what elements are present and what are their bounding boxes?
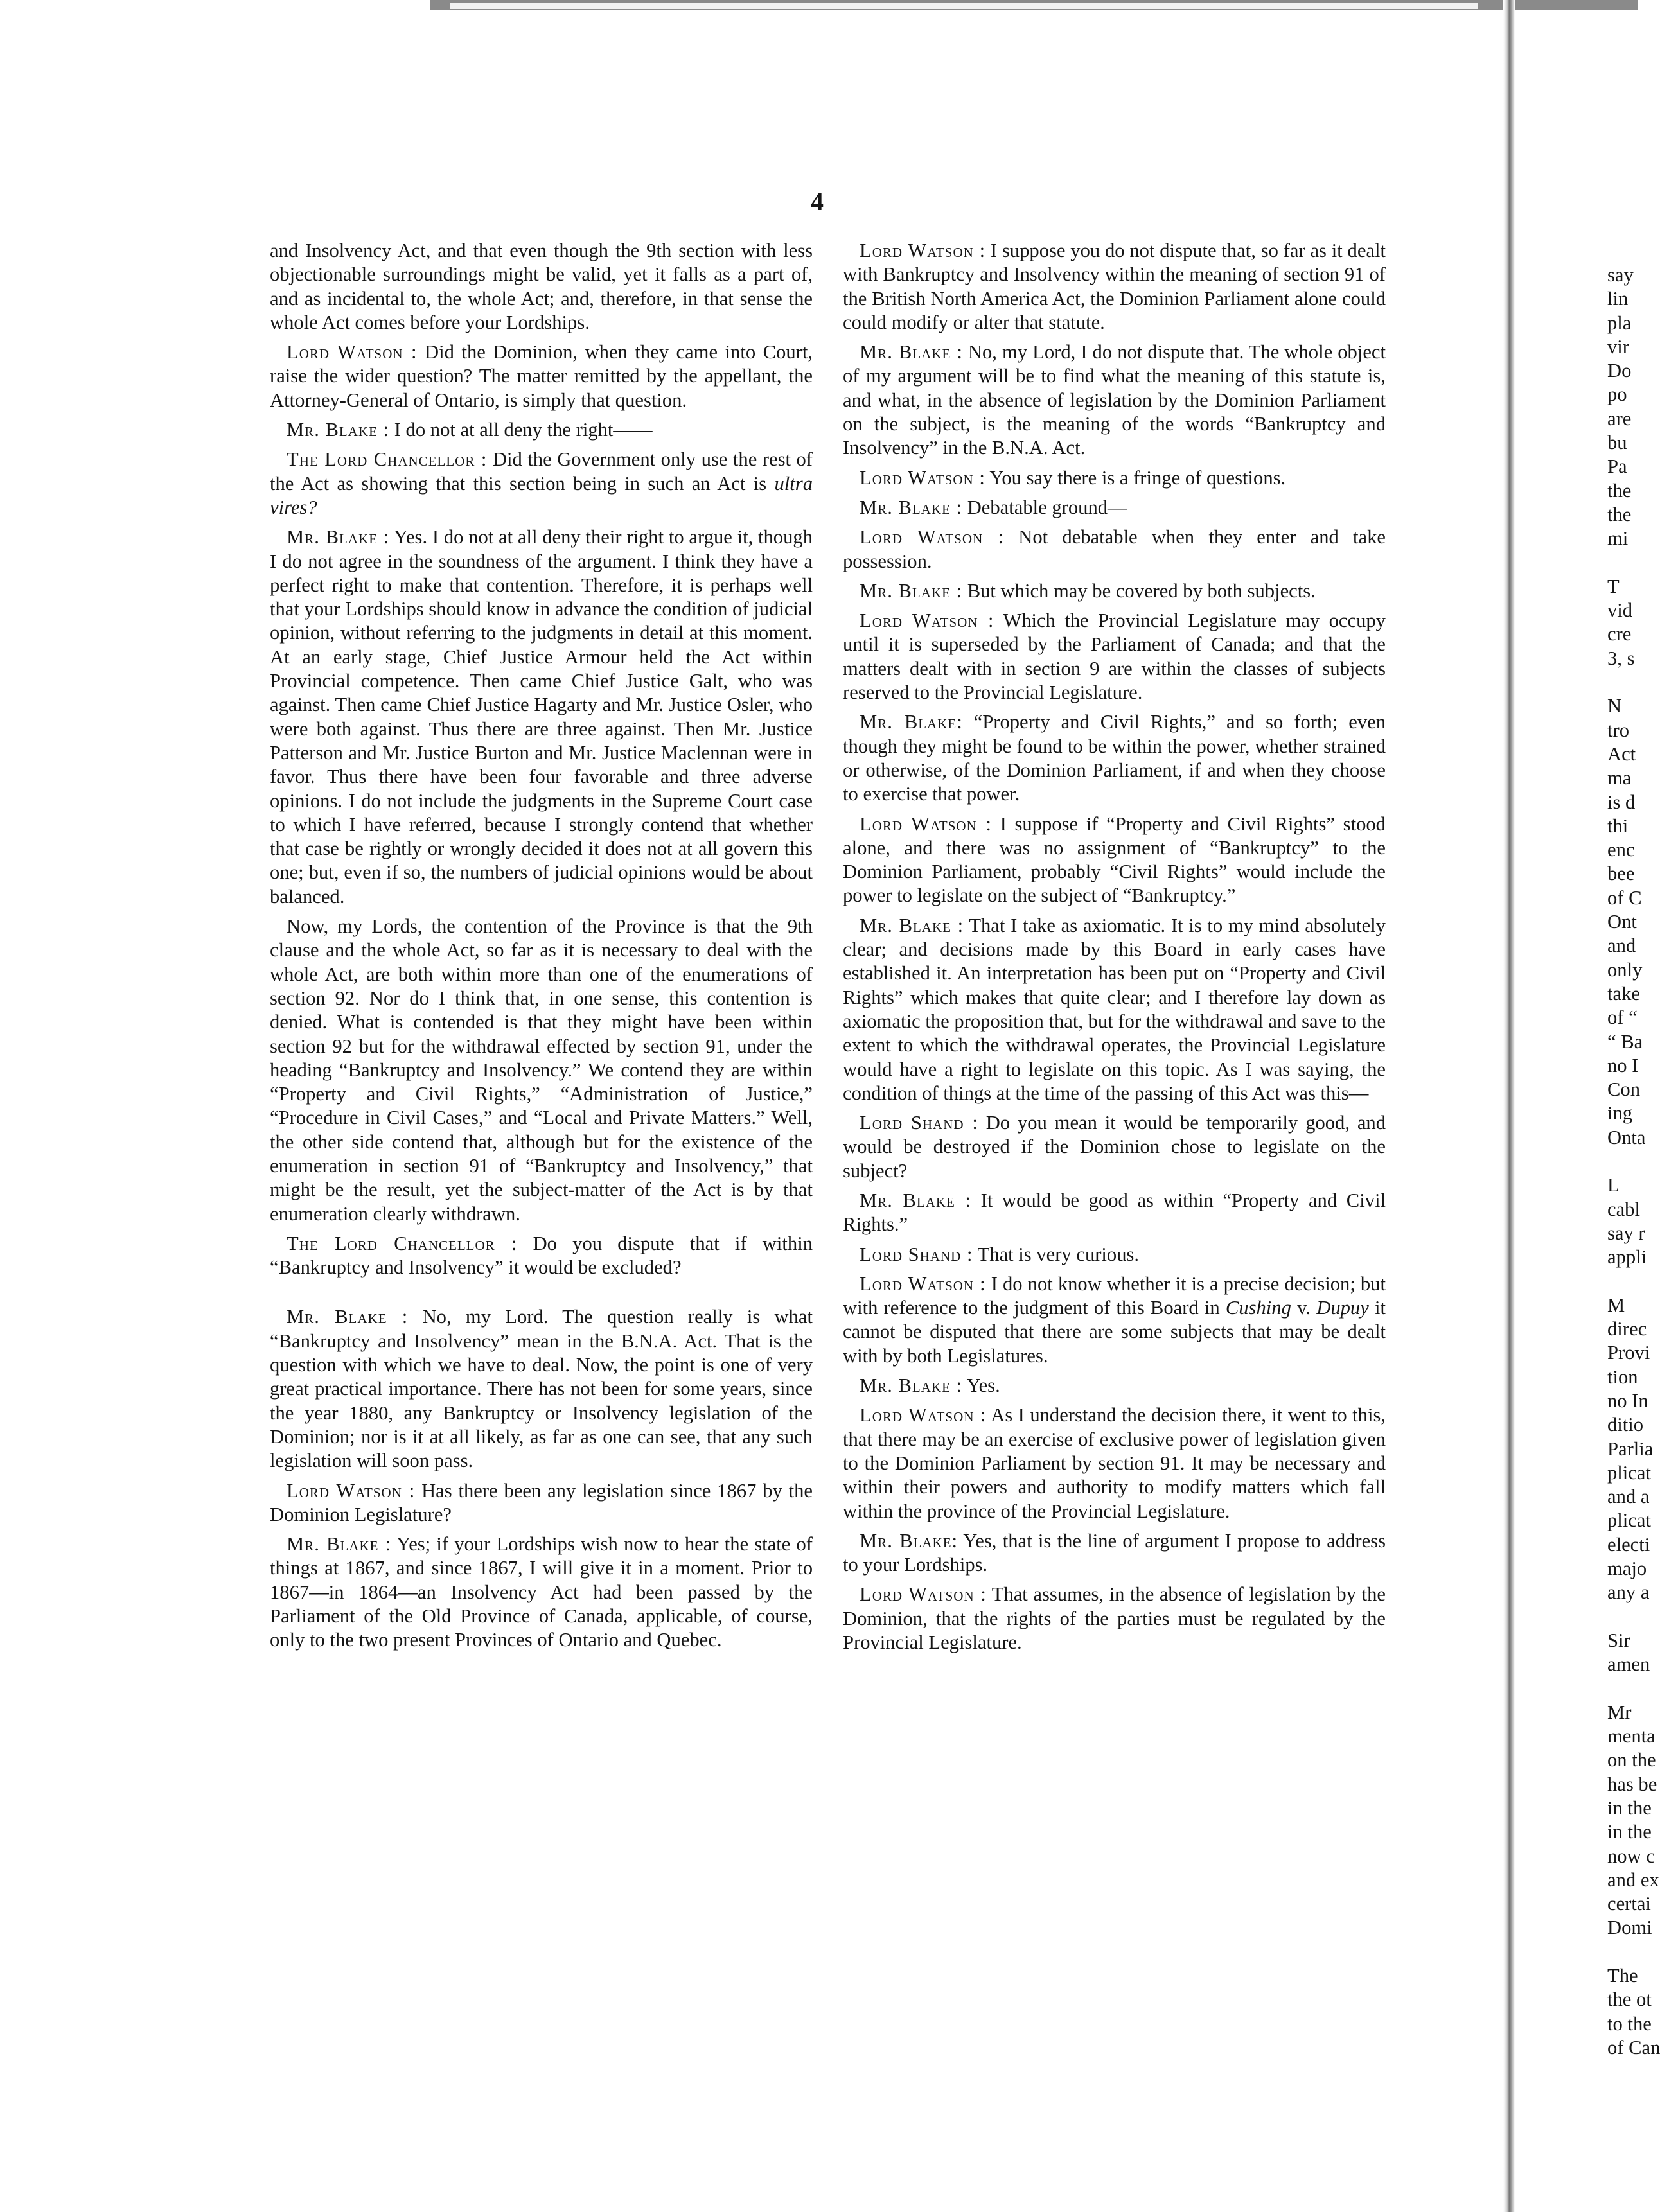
fragment-line: mi [1607, 527, 1629, 550]
speaker-name: Mr. Blake : [860, 914, 964, 936]
fragment-line: “ Ba [1607, 1030, 1643, 1053]
fragment-line: are [1607, 407, 1632, 430]
fragment-line: any a [1607, 1581, 1650, 1604]
fragment-line: ing [1607, 1102, 1633, 1125]
speaker-name: Mr. Blake : [860, 496, 963, 518]
speaker-name: Mr. Blake: [860, 1529, 958, 1552]
fragment-line: The [1607, 1965, 1638, 1987]
fragment-line [1607, 671, 1637, 694]
fragment-line: and [1607, 935, 1636, 957]
fragment-line: tro [1607, 719, 1629, 741]
fragment-line: thi [1607, 814, 1629, 837]
fragment-line: electi [1607, 1533, 1650, 1556]
paragraph: Lord Watson : Has there been any legislation since 1867 by the Dominion Legislature? [270, 1479, 813, 1525]
page-number: 4 [811, 187, 824, 216]
fragment-line: direc [1607, 1318, 1647, 1340]
speaker-name: Lord Watson : [287, 341, 418, 364]
page-fold-shadow [1503, 0, 1515, 2212]
paragraph: Mr. Blake : I do not at all deny the right—— [287, 419, 653, 441]
paragraph: Now, my Lords, the contention of the Province is that the 9th clause and the whole Act, so far as it is necessary to deal with the whole Act, are both within more than one of the enumerations of section 92. Nor do I think that, in one sense, this contention is denied. What is contended is that they might have been within section 92 but for the withdrawal effected by section 91, under the heading “Bankruptcy and Insolvency.” We contend they are within “Property and Civil Rights,” “Administration of Justice,” “Procedure in Civil Cases,” and “Local and Private Matters.” Well, the other side contend that, although but for the existence of the enumeration in section 91 of “Bankruptcy and Insolvency,” that might be the result, yet the subject-matter of the Act is by that enumeration clearly withdrawn. [270, 915, 813, 1225]
fragment-line: no I [1607, 1054, 1639, 1076]
fragment-line: and a [1607, 1486, 1650, 1508]
paragraph: Mr. Blake : Yes. I do not at all deny their right to argue it, though I do not agree in the soundness of the argument. I think they have a perfect right to make that contention. Therefore, it is perhaps well that your Lordships should know in advance the condition of judicial opinion, without referring to the judgments in detail at this moment. At an early stage, Chief Justice Armour held the Act within Provincial competence. Then came Chief Justice Galt, who was against. Then came Chief Justice Hagarty and Mr. Justice Osler, who were both against. Thus there are three against. Then Mr. Justice Patterson and Mr. Justice Burton and Mr. Justice Maclennan were in favor. Thus there have been four favorable and three adverse opinions. I do not include the judgments in the Supreme Court case to which I have referred, because I strongly contend that whether that case be rightly or wrongly decided it does not at all govern this one; but, even if so, the numbers of judicial opinions would be about balanced. [270, 526, 813, 908]
fragment-line: now c [1607, 1845, 1655, 1867]
speaker-name: Lord Watson : [860, 812, 992, 835]
fragment-line: to the [1607, 2012, 1652, 2035]
fragment-line: cre [1607, 623, 1632, 645]
fragment-line: Mr [1607, 1701, 1632, 1723]
fragment-line: of Can [1607, 2036, 1660, 2058]
scan-top-highlight [450, 3, 1478, 9]
fragment-line [1607, 1150, 1637, 1173]
fragment-line: take [1607, 982, 1640, 1005]
paragraph: Lord Watson : As I understand the decision there, it went to this, that there may be an exercise of exclusive power of legislation given to the Dominion Parliament by section 91. It may be necessary and within their powers and authority to modify matters which fall within the province of the Provincial Legislature. [843, 1404, 1386, 1522]
fragment-line: enc [1607, 839, 1635, 861]
paragraph: Mr. Blake : No, my Lord. The question really is what “Bankruptcy and Insolvency” mean in the B.N.A. Act. That is the question with which we have to deal. Now, the point is one of very great practical importance. There has not been for some years, since the year 1880, any Bankruptcy or Insolvency legislation of the Dominion; nor is it at all likely, as far as one can see, that any such legislation will soon pass. [270, 1306, 813, 1472]
fragment-line: certai [1607, 1893, 1651, 1915]
fragment-line: of C [1607, 886, 1642, 909]
case-name: Dupuy [1316, 1297, 1369, 1319]
fragment-line: Onta [1607, 1126, 1646, 1148]
fragment-line: Con [1607, 1078, 1640, 1101]
fragment-line: Ont [1607, 911, 1637, 933]
fragment-line: in the [1607, 1821, 1652, 1843]
fragment-line: 3, s [1607, 647, 1635, 669]
fragment-line: N [1607, 695, 1622, 717]
paragraph: Lord Watson : I do not know whether it is a precise decision; but with reference to the judgment of this Board in Cushing v. Dupuy it cannot be disputed that there are some subjects that may be dealt with by both Legislatures. [843, 1272, 1386, 1367]
paragraph: The Lord Chancellor : Did the Government only use the rest of the Act as showing that this section being in such an Act is ultra vires? [270, 448, 813, 518]
left-column [270, 239, 813, 1658]
paragraph: Lord Watson : I suppose you do not dispute that, so far as it dealt with Bankruptcy and Insolvency within the meaning of section 91 of the British North America Act, the Dominion Parliament alone could could modify or alter that statute. [843, 240, 1386, 333]
fragment-line: pla [1607, 312, 1632, 334]
speaker-name: The Lord Chancellor : [287, 448, 488, 471]
fragment-line: bee [1607, 863, 1635, 885]
right-column [843, 239, 1386, 1660]
fragment-line: say [1607, 264, 1634, 286]
paragraph: Lord Watson : Did the Dominion, when they came into Court, raise the wider question? The matter remitted by the appellant, the Attorney-General of Ontario, is simply that question. [270, 341, 813, 411]
fragment-line: plicat [1607, 1461, 1651, 1484]
fragment-line: on the [1607, 1749, 1656, 1771]
fragment-line: L [1607, 1174, 1620, 1197]
speaker-name: Lord Shand : [860, 1243, 973, 1265]
paragraph: Lord Watson : Which the Provincial Legislature may occupy until it is superseded by the Parliament of Canada; and that the matters dealt with in section 9 are within the classes of subjects reserved to the Provincial Legislature. [843, 610, 1386, 704]
fragment-line: has be [1607, 1773, 1657, 1795]
fragment-line: and ex [1607, 1868, 1659, 1891]
fragment-line: Parlia [1607, 1437, 1654, 1460]
paragraph: and Insolvency Act, and that even though the 9th section with less objectionable surroundings might be valid, yet it falls as a part of, and as incidental to, the whole Act; and, therefore, in that sense the whole Act comes before your Lordships. [270, 240, 813, 333]
fragment-line: vid [1607, 599, 1633, 622]
fragment-line: the [1607, 503, 1632, 525]
fragment-line [1607, 1940, 1637, 1964]
paragraph: Mr. Blake : That I take as axiomatic. It is to my mind absolutely clear; and decisions made by this Board in early cases have established it. An interpretation has been put on “Property and Civil Rights” which makes that quite clear; and I therefore lay down as axiomatic the proposition that, but for the withdrawal and save to the extent to which the withdrawal operates, the Provincial Legislature would have a right to legislate on this topic. As I was saying, the condition of things at the time of the passing of this Act was this— [843, 914, 1386, 1104]
fragment-line: tion [1607, 1365, 1638, 1388]
paragraph: Lord Watson : Not debatable when they enter and take possession. [843, 526, 1386, 572]
paragraph: Lord Watson : That assumes, in the absence of legislation by the Dominion, that the rights of the parties must be regulated by the Provincial Legislature. [843, 1583, 1386, 1654]
paragraph: Lord Shand : That is very curious. [860, 1243, 1140, 1265]
paragraph: Lord Watson : I suppose if “Property and Civil Rights” stood alone, and there was no assignment of “Bankruptcy” to the Dominion Parliament, probably “Civil Rights” would include the power to legislate on the subject of “Bankruptcy.” [843, 812, 1386, 907]
fragment-line [1607, 1605, 1637, 1629]
next-page-fragment [1607, 263, 1660, 2060]
fragment-line: plicat [1607, 1509, 1651, 1532]
fragment-line: only [1607, 958, 1643, 981]
paragraph: Lord Watson : You say there is a fringe of questions. [860, 466, 1286, 489]
fragment-line [1607, 1677, 1637, 1701]
speaker-name: Mr. Blake: [860, 711, 963, 733]
speaker-name: The Lord Chancellor : [287, 1232, 518, 1254]
italic-term: ultra vires? [270, 472, 813, 518]
fragment-line: of “ [1607, 1006, 1638, 1029]
speaker-name: Lord Watson : [860, 466, 985, 489]
paragraph: Lord Shand : Do you mean it would be temporarily good, and would be destroyed if the Dominion chose to legislate on the subject? [843, 1112, 1386, 1182]
fragment-line: in the [1607, 1797, 1652, 1819]
speaker-name: Lord Watson : [860, 1404, 987, 1426]
fragment-line: no In [1607, 1389, 1648, 1412]
fragment-line: Provi [1607, 1342, 1650, 1364]
fragment-line: po [1607, 383, 1627, 406]
paragraph: Mr. Blake : Yes. [860, 1374, 1000, 1397]
paragraph: Mr. Blake: Yes, that is the line of argument I propose to address to your Lordships. [843, 1529, 1386, 1576]
fragment-line: ditio [1607, 1414, 1644, 1436]
paragraph: Mr. Blake : Debatable ground— [860, 496, 1127, 518]
fragment-line: menta [1607, 1725, 1656, 1748]
paragraph: Mr. Blake : No, my Lord, I do not dispute that. The whole object of my argument will be to find what the meaning of this statute is, and what, in the absence of legislation by the Dominion Parliament on the subject, is the meaning of the words “Bankruptcy and Insolvency” in the B.N.A. Act. [843, 341, 1386, 459]
fragment-line: Do [1607, 360, 1632, 382]
fragment-line: cabl [1607, 1198, 1640, 1220]
fragment-line: say r [1607, 1222, 1645, 1244]
paragraph: Mr. Blake : But which may be covered by both subjects. [860, 579, 1316, 602]
fragment-line: the [1607, 479, 1632, 502]
speaker-name: Mr. Blake : [860, 1374, 963, 1397]
speaker-name: Lord Watson : [860, 526, 1005, 549]
speaker-name: Mr. Blake : [860, 579, 963, 602]
fragment-line: Pa [1607, 455, 1627, 478]
fragment-line: appli [1607, 1246, 1647, 1268]
paragraph: Mr. Blake : Yes; if your Lordships wish now to hear the state of things at 1867, and since 1867, I will give it in a moment. Prior to 1867—in 1864—an Insolvency Act had been passed by the Parliament of the Old Province of Canada, applicable, of course, only to the two present Provinces of Ontario and Quebec. [270, 1533, 813, 1651]
fragment-line: lin [1607, 288, 1629, 310]
fragment-line: ma [1607, 767, 1632, 789]
speaker-name: Mr. Blake : [287, 526, 390, 549]
case-name: Cushing [1225, 1297, 1291, 1319]
fragment-line [1607, 1269, 1637, 1293]
fragment-line: T [1607, 575, 1620, 597]
speaker-name: Lord Watson : [860, 610, 994, 632]
speaker-name: Lord Shand : [860, 1112, 978, 1134]
speaker-name: Lord Watson : [860, 1583, 987, 1606]
paragraph: Mr. Blake: “Property and Civil Rights,” and so forth; even though they might be found to be within the power, whether strained or otherwise, of the Dominion Parliament, if and when they choose to exercise that power. [843, 711, 1386, 805]
fragment-line: the ot [1607, 1988, 1652, 2011]
speaker-name: Mr. Blake : [287, 419, 390, 441]
speaker-name: Mr. Blake : [860, 1189, 972, 1211]
fragment-line: Domi [1607, 1917, 1652, 1939]
fragment-line: amen [1607, 1653, 1650, 1676]
fragment-line: is d [1607, 791, 1636, 813]
speaker-name: Lord Watson : [860, 240, 986, 261]
fragment-line: vir [1607, 335, 1629, 358]
fragment-line: Sir [1607, 1629, 1630, 1651]
paragraph: The Lord Chancellor : Do you dispute that if within “Bankruptcy and Insolvency” it would be excluded? [270, 1232, 813, 1279]
speaker-name: Lord Watson : [287, 1479, 416, 1502]
speaker-name: Mr. Blake : [860, 341, 963, 364]
speaker-name: Mr. Blake : [287, 1306, 409, 1328]
paragraph: Mr. Blake : It would be good as within “Property and Civil Rights.” [843, 1189, 1386, 1236]
fragment-line: bu [1607, 432, 1627, 454]
fragment-line: majo [1607, 1558, 1647, 1580]
fragment-line: M [1607, 1294, 1625, 1316]
fragment-line [1607, 551, 1637, 575]
speaker-name: Mr. Blake : [287, 1533, 392, 1556]
fragment-line: Act [1607, 742, 1636, 765]
speaker-name: Lord Watson : [860, 1272, 986, 1295]
